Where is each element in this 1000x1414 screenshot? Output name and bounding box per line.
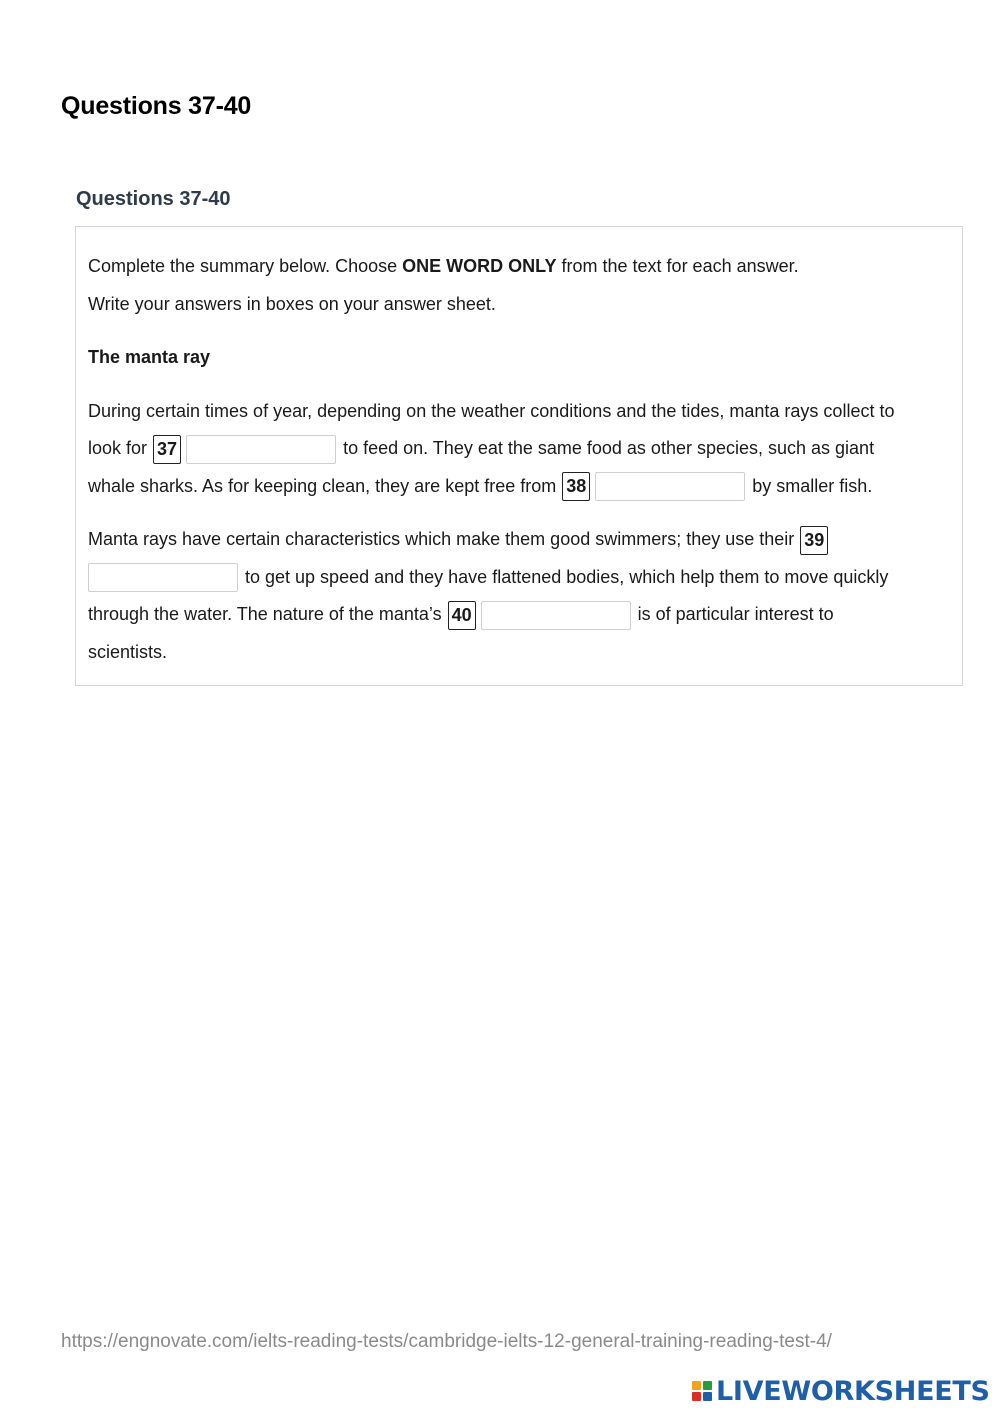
- logo-grid-icon: [692, 1381, 712, 1401]
- summary-paragraph-1: [88, 393, 950, 506]
- summary-paragraph-2: [88, 521, 950, 671]
- question-number-38: 38: [562, 472, 590, 501]
- instruction-text: from the text for each answer.: [556, 256, 799, 276]
- summary-text: whale sharks. As for keeping clean, they are kept free from: [88, 475, 562, 496]
- section-title: Questions 37-40: [76, 188, 231, 210]
- summary-text: to feed on. They eat the same food as other species, such as giant: [338, 438, 875, 458]
- summary-text: Manta rays have certain characteristics which make them good swimmers; they use their: [88, 529, 800, 549]
- summary-line: [88, 596, 950, 634]
- summary-line: [88, 468, 950, 506]
- instruction-text: Complete the summary below. Choose: [88, 256, 403, 276]
- source-url: https://engnovate.com/ielts-reading-tests/cambridge-ielts-12-general-training-reading-test-4/: [61, 1331, 832, 1352]
- logo-square: [692, 1392, 701, 1401]
- question-number-37: 37: [153, 435, 181, 464]
- logo-square: [703, 1392, 712, 1401]
- summary-text: by smaller fish.: [747, 475, 873, 496]
- question-number-39: 39: [800, 526, 828, 555]
- page-heading: Questions 37-40: [61, 92, 252, 120]
- logo-square: [703, 1381, 712, 1390]
- summary-text: look for: [88, 438, 153, 458]
- summary-completion-task: [75, 226, 963, 686]
- answer-input-40[interactable]: [481, 601, 631, 630]
- summary-text: is of particular interest to: [632, 604, 834, 624]
- summary-text: through the water. The nature of the manta’s: [88, 604, 447, 624]
- instruction-line-2: Write your answers in boxes on your answer sheet.: [88, 293, 496, 314]
- summary-title: The manta ray: [88, 347, 211, 367]
- liveworksheets-logo: [692, 1374, 990, 1408]
- logo-square: [692, 1381, 701, 1390]
- word-limit-emphasis: ONE WORD ONLY: [402, 256, 557, 276]
- question-number-40: 40: [448, 601, 476, 630]
- summary-text: scientists.: [88, 641, 168, 662]
- answer-input-38[interactable]: [595, 472, 745, 501]
- summary-line: [88, 521, 950, 559]
- answer-input-37[interactable]: [186, 435, 336, 464]
- summary-text: During certain times of year, depending on the weather conditions and the tides, manta rays collect to: [88, 400, 895, 421]
- summary-line: [88, 559, 950, 597]
- instruction-line-1: [88, 248, 950, 286]
- summary-text: to get up speed and they have flattened bodies, which help them to move quickly: [240, 566, 889, 587]
- answer-input-39[interactable]: [88, 563, 238, 592]
- summary-line: [88, 430, 950, 468]
- logo-text: LIVEWORKSHEETS: [716, 1375, 990, 1407]
